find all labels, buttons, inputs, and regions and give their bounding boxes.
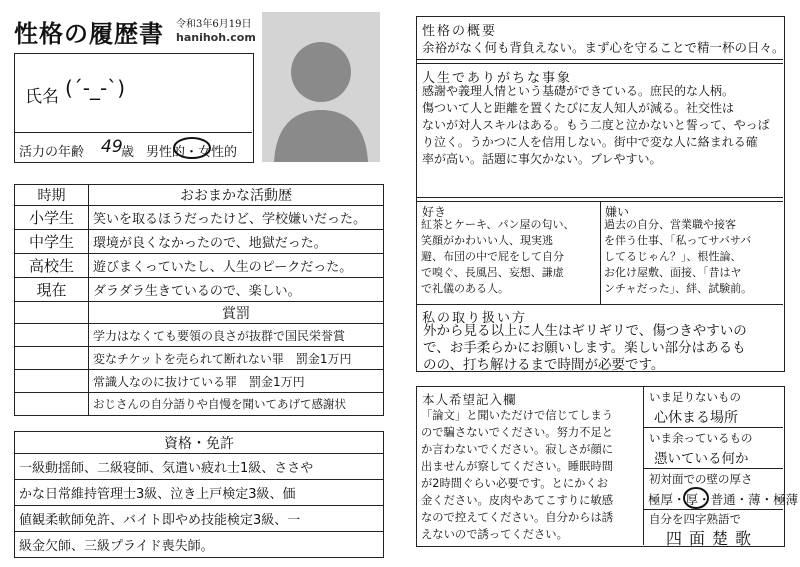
gender-male: 男性的 [146,145,186,160]
gender-female: 女性的 [198,145,238,160]
handling-text: 外から見る以上に人生はギリギリで、傷つきやすいの で、お手柔らかにお願いします。楽しい部分はあるも のの、打ち解けるまで時間が必要です。 [423,323,747,373]
history-table [14,184,384,416]
license-line: 級金欠師、三級プライド喪失師。 [15,532,384,558]
profile-box [14,53,254,163]
name-value: (´-_-`) [65,76,126,100]
life-events-text: 感謝や義理人情という基礎ができている。庶民的な人柄。 傷ついて人と距離を置くたびに友人知人が減る。社交性は ないが対人スキルはある。もう二度と泣かないと誓って、やっぱ り泣く。うかつに人を信用しない。街中で変な人に絡まれる確 率が高い。話題に事欠かない。ブレやすい。 [422,84,770,166]
likes-text: 紅茶とケーキ、パン屋の匂い、 笑顔がかわいい人、現実逃 避、布団の中で屁をして自分 で嗅ぐ、長風呂、妄想、謙虚 で礼儀のある人。 [421,218,575,295]
award-row: 学力はなくても要領の良さが抜群で国民栄誉賞 [89,324,384,347]
lacking-box [644,387,783,427]
overview-text: 余裕がなく何も背負えない。まず心を守ることで精一杯の日々。 [422,40,785,55]
request-block [416,386,799,548]
dislikes-text: 過去の自分、営業職や接客 を伴う仕事、「私ってサバサバ してるじゃん？」、根性論、 お化け屋敷、面接、「昔はヤ ンチャだった」、絆、試験前。 [604,218,753,295]
age-unit: 歳 [121,145,135,160]
age-label: 活力の年齢 [19,145,85,160]
license-line: 値観柔軟師免許、バイト即やめ技能検定3級、一 [15,506,384,532]
idiom-label: 自分を四字熟語で [649,512,741,526]
surplus-box [644,428,783,468]
name-label: 氏名 [25,87,59,107]
awards-header: 賞罰 [89,302,384,324]
handling-label: 私の取り扱い方 [422,311,528,326]
col-activity: おおまかな活動歴 [89,185,384,206]
photo-placeholder [262,12,380,162]
selection-circle-icon [170,134,214,160]
lacking-value: 心休まる場所 [654,410,738,426]
site-url: hanihoh.com [176,31,256,44]
award-row: おじさんの自分語りや自慢を聞いてあげて感謝状 [89,393,384,416]
dislikes-label: 嫌い [605,205,630,219]
page-title: 性格の履歴書 [14,19,164,48]
licenses-header: 資格・免許 [15,432,384,454]
idiom-box [644,510,783,546]
life-events-label: 人生でありがちな事象 [422,71,573,86]
request-label: 本人希望記入欄 [422,392,517,407]
avatar-silhouette-icon [262,12,380,162]
idiom-value: 四面楚歌 [666,529,759,548]
request-text: 「論文」と聞いただけで信じてしまう ので騙さないでください。努力不足と か言わないでください。寂しさが顔に 出ませんが察してください。睡眠時間 が2時間ぐらい必要です。とにかくお 金ください。皮肉やあてこすりに敏感 なので控えてください。自分からは誘 えないので誘ってください。 [421,409,614,541]
period-cell: 現在 [15,278,89,302]
surplus-label: いま余っているもの [649,431,753,445]
license-line: 一級動揺師、二級寝師、気遣い疲れ士1級、ささや [15,454,384,480]
gender-options: 男性的・女性的 [146,145,238,160]
col-period: 時期 [15,185,89,206]
wall-options: 極厚・厚・普通・薄・極薄 [648,492,799,507]
activity-cell: 環境が良くなかったので、地獄だった。 [89,230,384,254]
period-cell: 小学生 [15,206,89,230]
period-cell: 中学生 [15,230,89,254]
activity-cell: 遊びまくっていたし、人生のピークだった。 [89,254,384,278]
activity-cell: 笑いを取るほうだったけど、学校嫌いだった。 [89,206,384,230]
award-row: 変なチケットを売られて断れない罪 罰金1万円 [89,347,384,370]
activity-cell: ダラダラ生きているので、楽しい。 [89,278,384,302]
wall-selected: 厚 [685,492,699,507]
license-line: かな日常維持管理士3級、泣き上戸検定3級、価 [15,480,384,506]
likes-label: 好き [422,205,447,219]
period-cell: 高校生 [15,254,89,278]
personality-block [416,16,785,372]
overview-label: 性格の概要 [422,24,498,39]
wall-label: 初対面での壁の厚さ [649,472,753,486]
age-value: 49 [101,137,123,157]
date: 令和3年6月19日 [176,19,252,30]
surplus-value: 憑いている何か [654,451,749,467]
award-row: 常識人なのに抜けている罪 罰金1万円 [89,370,384,393]
licenses-table [14,431,384,558]
lacking-label: いま足りないもの [649,390,741,404]
selection-circle-icon [681,486,711,510]
wall-box [644,469,799,509]
